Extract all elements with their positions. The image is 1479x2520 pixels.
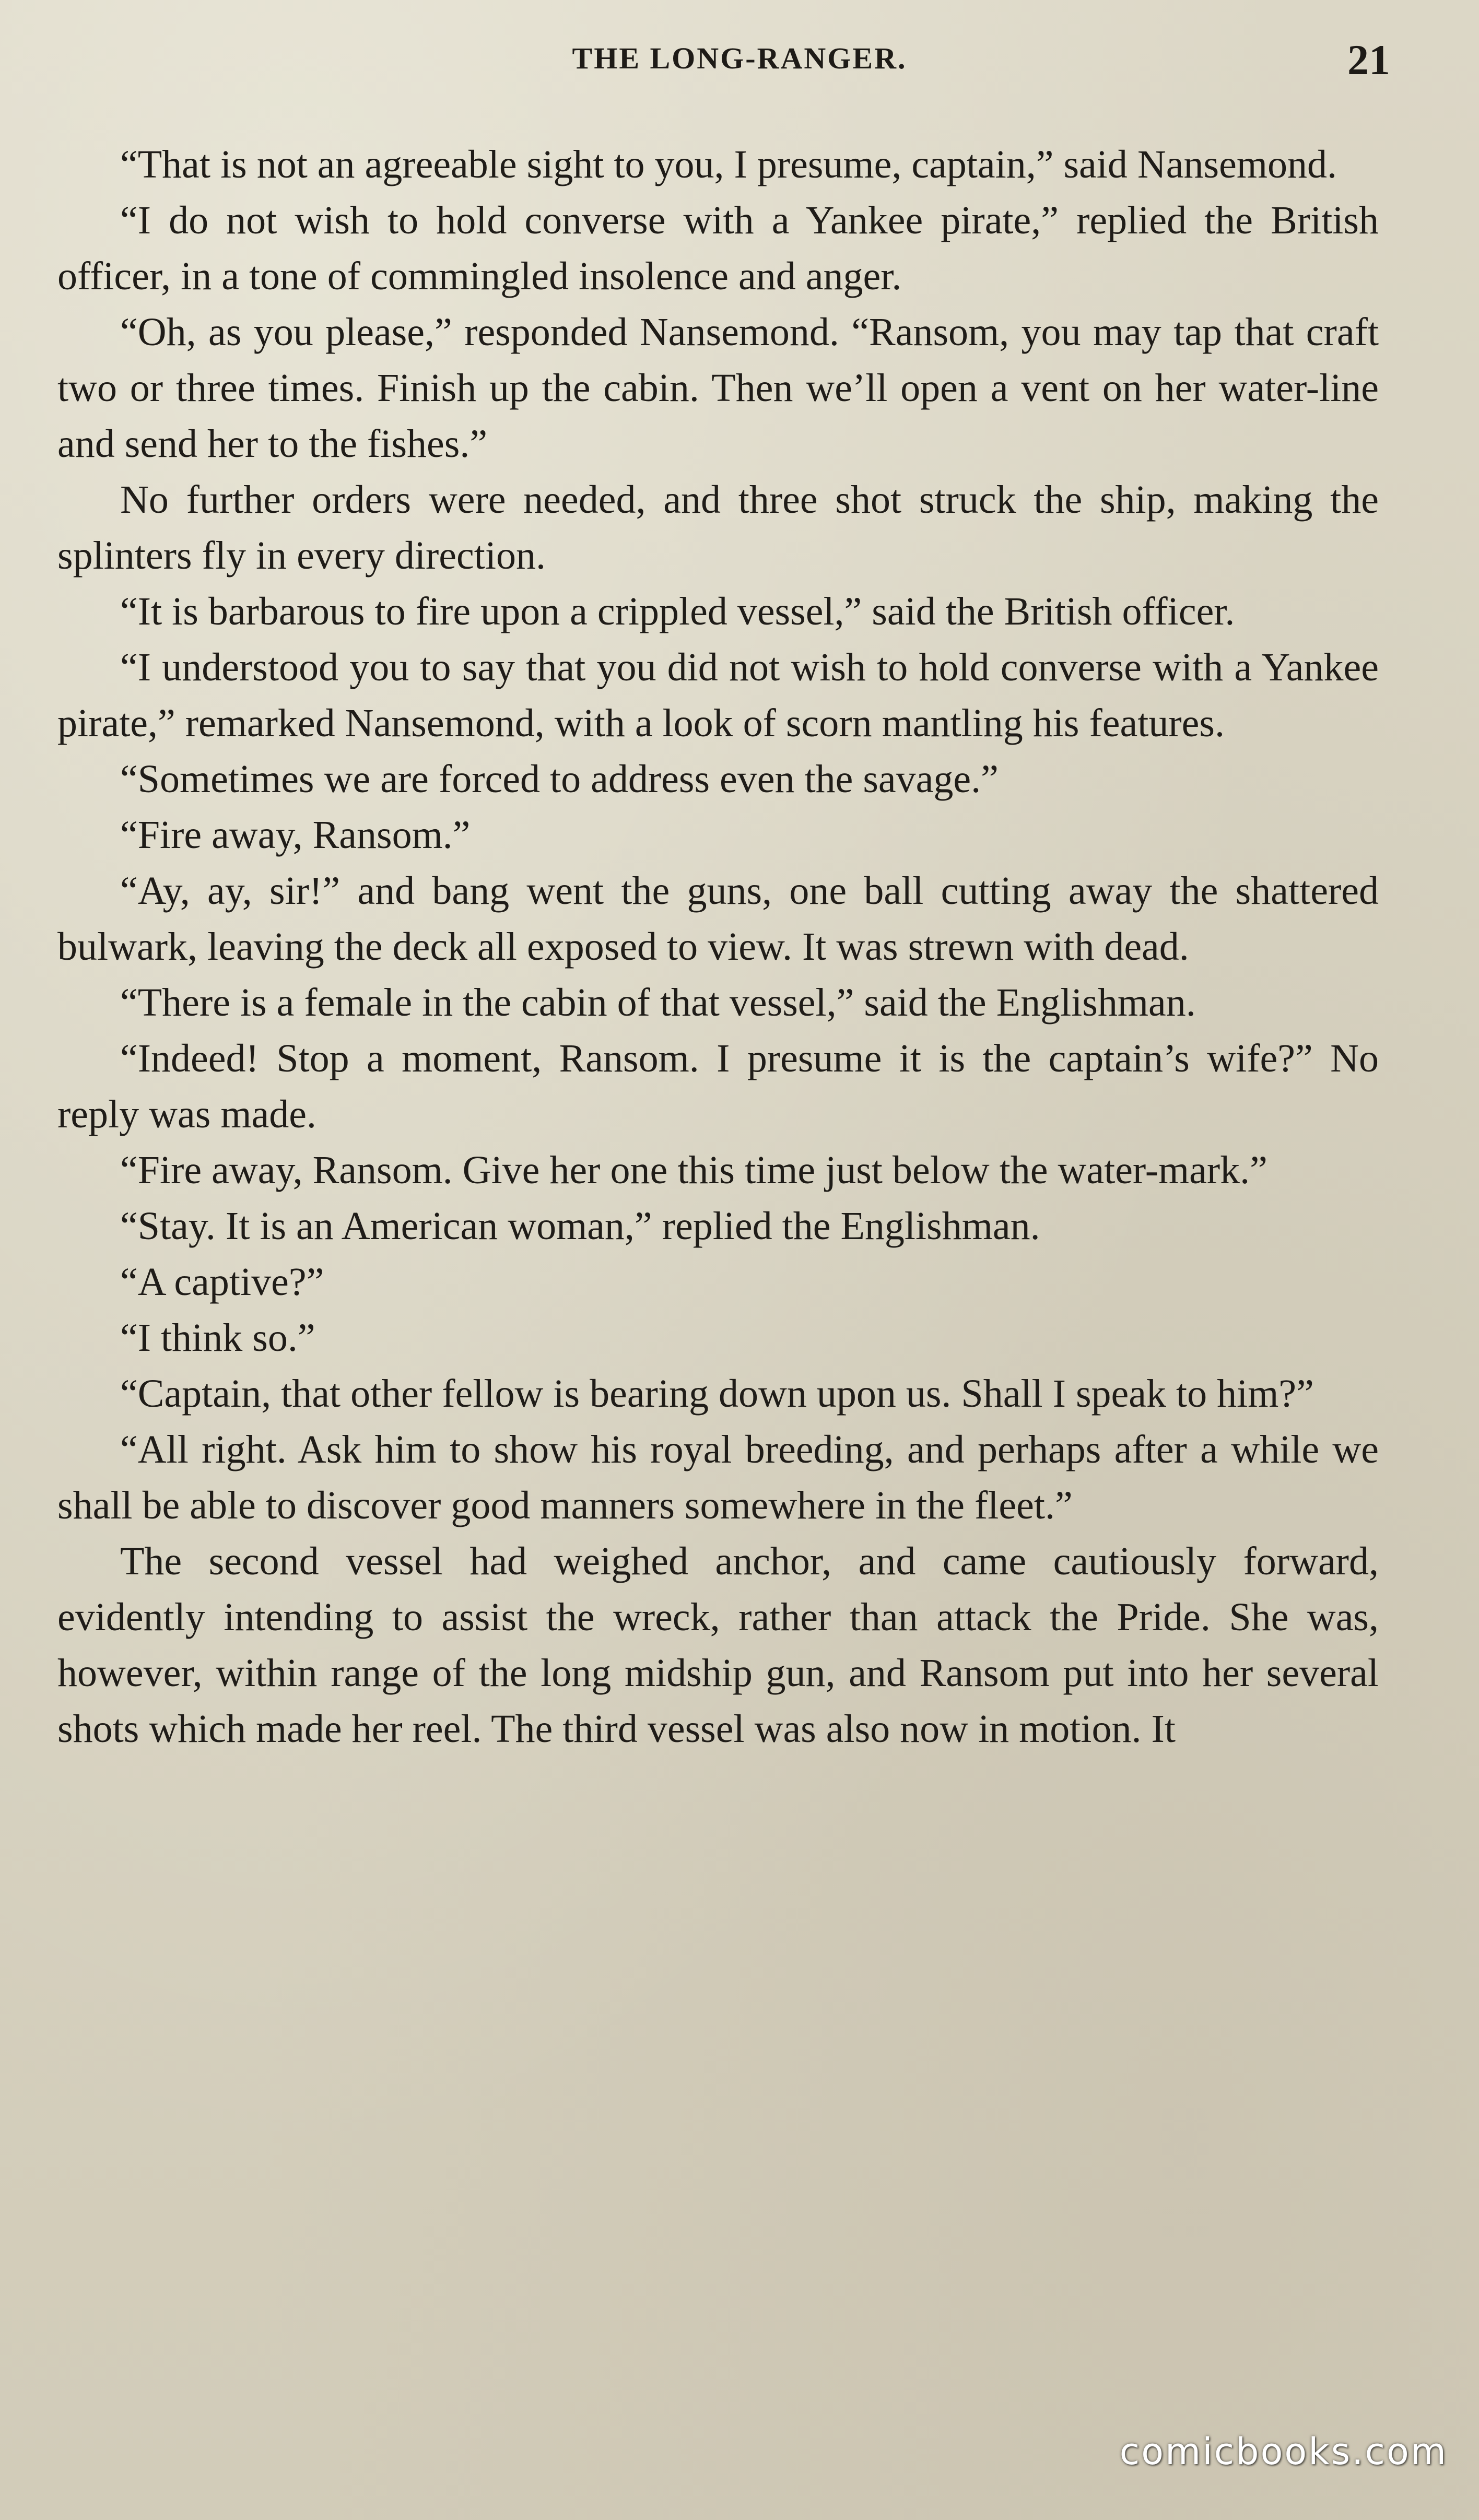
paragraph: “Fire away, Ransom.” bbox=[120, 813, 471, 857]
running-head: THE LONG-RANGER. bbox=[572, 41, 907, 75]
paragraph: “That is not an agreeable sight to you, I presume, captain,” said Nansemond. bbox=[120, 143, 1337, 186]
paragraph: “Captain, that other fellow is bearing down upon us. Shall I speak to him?” bbox=[120, 1372, 1314, 1416]
paragraph: The second vessel had weighed anchor, and came cautiously forward, evidently intending to assist the wreck, rather than attack the Pride. She was, however, within range of the long midship gun, and Ransom put into her several shots which made her reel. The third vessel was also now in motion. It bbox=[57, 1539, 1379, 1751]
watermark: comicbooks.com bbox=[1119, 2430, 1448, 2473]
paragraph: “All right. Ask him to show his royal breeding, and perhaps after a while we shall be able to discover good manners somewhere in the fleet.” bbox=[57, 1428, 1379, 1527]
body-text bbox=[57, 137, 1379, 1757]
page-header bbox=[0, 36, 1479, 84]
paragraph: “I understood you to say that you did not wish to hold converse with a Yankee pirate,” remarked Nansemond, with a look of scorn mantling his features. bbox=[57, 645, 1379, 745]
paragraph: “Oh, as you please,” responded Nansemond. “Ransom, you may tap that craft two or three times. Finish up the cabin. Then we’ll open a vent on her water-line and send her to the fishes.” bbox=[57, 310, 1379, 466]
paragraph: “Stay. It is an American woman,” replied the Englishman. bbox=[120, 1204, 1040, 1248]
paragraph: “Fire away, Ransom. Give her one this time just below the water-mark.” bbox=[120, 1148, 1267, 1192]
paragraph: No further orders were needed, and three shot struck the ship, making the splinters fly in every direction. bbox=[57, 478, 1379, 578]
paragraph: “Indeed! Stop a moment, Ransom. I presume it is the captain’s wife?” No reply was made. bbox=[57, 1037, 1379, 1136]
paragraph: “I do not wish to hold converse with a Yankee pirate,” replied the British officer, in a tone of commingled insolence and anger. bbox=[57, 198, 1379, 298]
paragraph: “Ay, ay, sir!” and bang went the guns, one ball cutting away the shattered bulwark, leaving the deck all exposed to view. It was strewn with dead. bbox=[57, 869, 1379, 969]
paragraph: “A captive?” bbox=[120, 1260, 324, 1304]
paragraph: “There is a female in the cabin of that vessel,” said the Englishman. bbox=[120, 981, 1196, 1025]
paragraph: “I think so.” bbox=[120, 1316, 315, 1360]
page-number: 21 bbox=[1347, 36, 1390, 84]
paragraph: “Sometimes we are forced to address even the savage.” bbox=[120, 757, 999, 801]
paragraph: “It is barbarous to fire upon a crippled vessel,” said the British officer. bbox=[120, 590, 1235, 633]
